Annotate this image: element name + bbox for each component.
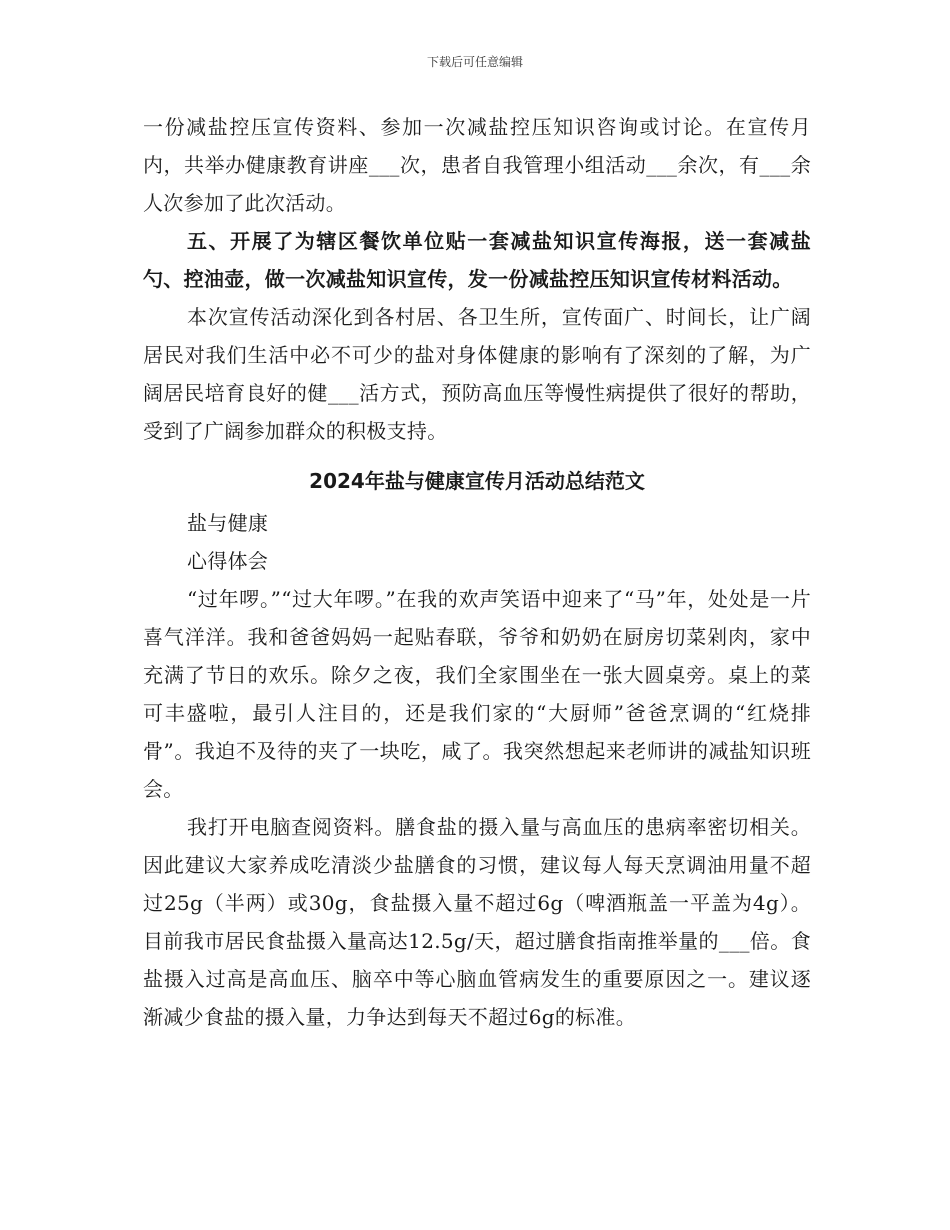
paragraph-summary: 本次宣传活动深化到各村居、各卫生所，宣传面广、时间长，让广阔居民对我们生活中必不可少的盐对身体健康的影响有了深刻的了解，为广阔居民培育良好的健___活方式，预防高血压等慢性病提供了很好的帮助，受到了广阔参加群众的积极支持。: [143, 305, 811, 443]
paragraph-research: 我打开电脑查阅资料。膳食盐的摄入量与高血压的患病率密切相关。因此建议大家养成吃清淡少盐膳食的习惯，建议每人每天烹调油用量不超过25g（半两）或30g，食盐摄入量不超过6g（啤酒瓶盖一平盖为4g）。目前我市居民食盐摄入量高达12.5g/天，超过膳食指南推举量的___倍。食盐摄入过高是高血压、脑卒中等心脑血管病发生的重要原因之一。建议逐渐减少食盐的摄入量，力争达到每天不超过6g的标准。: [143, 815, 811, 1029]
subheading-salt-health: 盐与健康: [187, 511, 269, 535]
paragraph-new-year: “过年啰。”“过大年啰。”在我的欢声笑语中迎来了“马”年，处处是一片喜气洋洋。我和爸爸妈妈一起贴春联，爷爷和奶奶在厨房切菜剁肉，家中充满了节日的欢乐。除夕之夜，我们全家围坐在一张大圆桌旁。桌上的菜可丰盛啦，最引人注目的，还是我们家的“大厨师”爸爸烹调的“红烧排骨”。我迫不及待的夹了一块吃，咸了。我突然想起来老师讲的减盐知识班会。: [143, 587, 811, 801]
section-five-heading: 五、开展了为辖区餐饮单位贴一套减盐知识宣传海报，送一套减盐勺、控油壶，做一次减盐知识宣传，发一份减盐控压知识宣传材料活动。: [143, 229, 811, 291]
subheading-reflections: 心得体会: [187, 549, 269, 573]
page-header-note: 下载后可任意编辑: [426, 55, 523, 69]
document-title: 2024年盐与健康宣传月活动总结范文: [309, 469, 645, 493]
document-body: [143, 108, 811, 1036]
paragraph-continuation: 一份减盐控压宣传资料、参加一次减盐控压知识咨询或讨论。在宣传月内，共举办健康教育讲座___次，患者自我管理小组活动___余次，有___余人次参加了此次活动。: [143, 115, 811, 215]
